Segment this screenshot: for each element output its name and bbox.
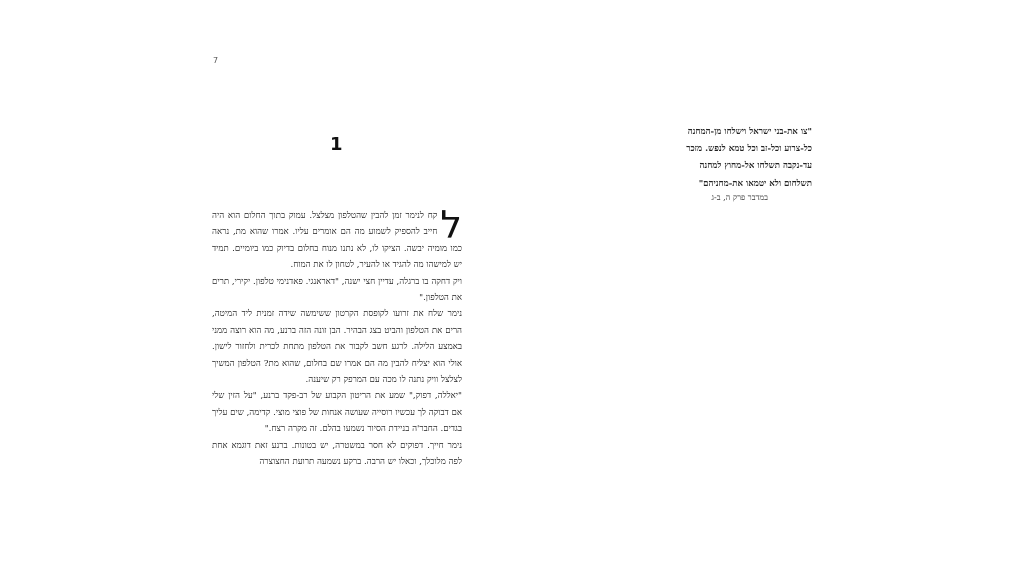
page-number: 7: [213, 56, 219, 65]
epigraph-line: עד-נקבה תשלחו אל-מחוץ למחנה: [699, 161, 812, 172]
epigraph-quote: [668, 124, 812, 193]
epigraph-source: במדבר פרק ה, ב-ג: [711, 193, 768, 202]
paragraph-1: [212, 203, 462, 274]
paragraph-5: נימר חייך. דפוקים לא חסר במשטרה, יש בטונות. ברנע זאת דוגמא אחת לפה מלוכלך, וכאלו יש הרבה. ברקע נשמעה תרועת החצוצרה: [212, 440, 462, 468]
chapter-body: [212, 203, 462, 471]
paragraph-1-text: קח לנימר זמן להבין שהטלפון מצלצל. עמוק בתוך החלום הוא היה חייב להספיק לשמוע מה הם אומרים עליו. אמרו שהוא מת, נראה כמו מומיה יבשה. הציקו לו, לא נתנו מנוח בחלום בדיוק כמו ביומיים. תמיד יש למישהו מה להגיד או להעיר, לטחון לו את המוח.: [212, 211, 462, 271]
epigraph-line: כל-צרוע וכל-זב וכל טמא לנפש. מזכר: [686, 144, 812, 155]
paragraph-2: ויק דחקה בו ברגלה, עדיין חצי ישנה, "דאראנגי. פאדנימי טלפון. יקירי, תרים את הטלפון.": [212, 276, 462, 304]
epigraph-line: "צו את-בני ישראל וישלחו מן-המחנה: [687, 127, 812, 137]
paragraph-3: נימר שלח את זרועו לקופסת הקרטון ששימשה שידה זמנית ליד המיטה, הרים את הטלפון והביט בצג הבהיר. הבן זונה הזה ברנע, מה הוא רוצה ממני באמצע הלילה. לרגע חשב לקבור את הטלפון מתחת לכרית ולחזור לישון. אולי הוא יצליח להבין מה הם אמרו שם בחלום, שהוא מת? הטלפון המשיך לצלצל וויק נתנה לו מכה עם המרפק רק שיענה.: [212, 309, 462, 386]
paragraph-4: "יאללה, דפוק," שמע את הריטון הקבוע של רב-פקד ברנע, "על הזין שלי אם דבוקה לך עכשיו רוסייה שעושה אנחות של פוצי מוצי. קדימה, שים עליך בגדים. החבר'ה בניידת הסיור נשמעו בהלם. זה מקרה רצח.": [212, 391, 462, 435]
epigraph-line: תשלחום ולא יטמאו את-מחניהם": [698, 178, 812, 189]
chapter-number: 1: [330, 134, 343, 155]
drop-cap: ל: [440, 203, 462, 247]
